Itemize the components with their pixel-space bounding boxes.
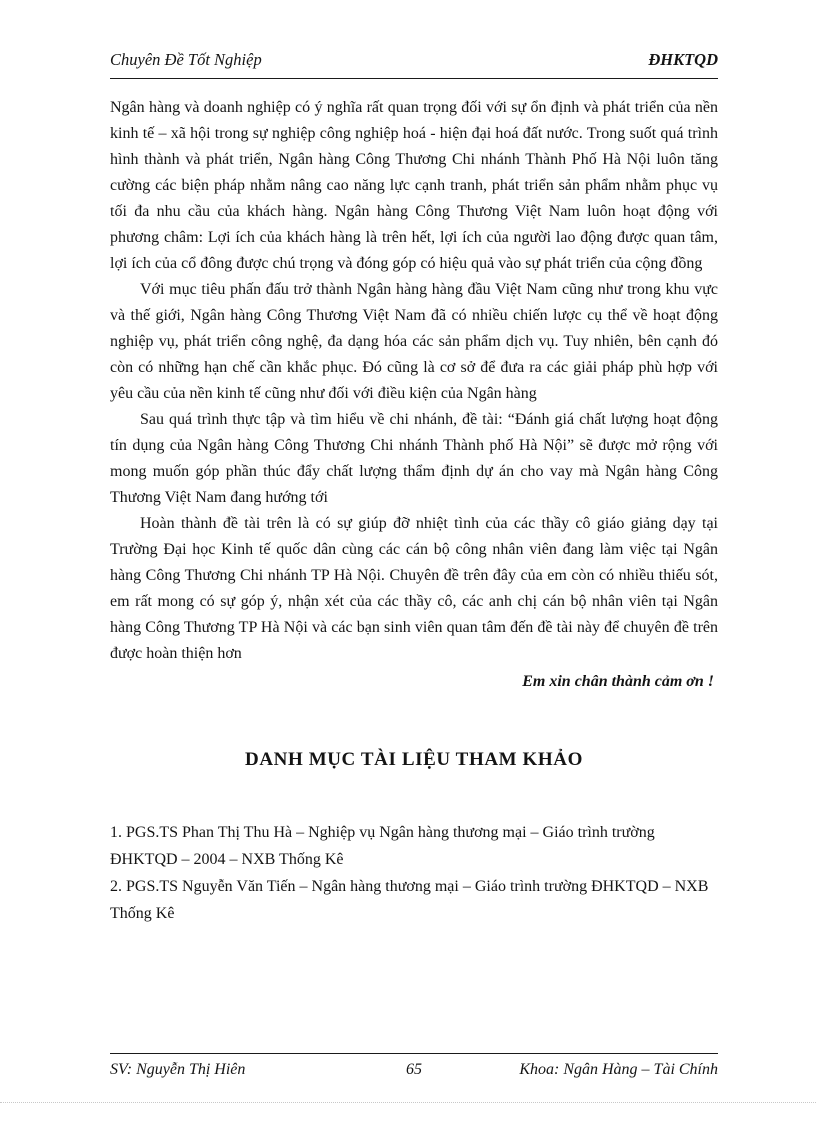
page-bottom-edge	[0, 1102, 816, 1103]
paragraph: Với mục tiêu phấn đấu trở thành Ngân hàng hàng đầu Việt Nam cũng như trong khu vực và thế giới, Ngân hàng Công Thương Việt Nam đã có nhiều chiến lược cụ thể về hoạt động nghiệp vụ, phát triển công nghệ, đa dạng hóa các sản phẩm dịch vụ. Tuy nhiên, bên cạnh đó còn có những hạn chế cần khắc phục. Đó cũng là cơ sở để đưa ra các giải pháp phù hợp với yêu cầu của nền kinh tế cũng như đối với điều kiện của Ngân hàng	[110, 281, 718, 402]
footer-page-number: 65	[406, 1061, 422, 1078]
references-section-title: DANH MỤC TÀI LIỆU THAM KHẢO	[245, 749, 583, 770]
paragraph: Ngân hàng và doanh nghiệp có ý nghĩa rất quan trọng đối với sự ổn định và phát triển của nền kinh tế – xã hội trong sự nghiệp công nghiệp hoá - hiện đại hoá đất nước. Trong suốt quá trình hình thành và phát triển, Ngân hàng Công Thương Chi nhánh Thành Phố Hà Nội luôn tăng cường các biện pháp nhằm nâng cao năng lực cạnh tranh, phát triển sản phẩm nhằm phục vụ tối đa nhu cầu của khách hàng. Ngân hàng Công Thương Việt Nam luôn hoạt động với phương châm: Lợi ích của khách hàng là trên hết, lợi ích của người lao động được quan tâm, lợi ích của cổ đông được chú trọng và đóng góp có hiệu quả vào sự phát triển của cộng đồng	[110, 99, 718, 272]
paragraph: Sau quá trình thực tập và tìm hiểu về chi nhánh, đề tài: “Đánh giá chất lượng hoạt động tín dụng của Ngân hàng Công Thương Chi nhánh Thành phố Hà Nội” sẽ được mở rộng với mong muốn góp phần thúc đẩy chất lượng thẩm định dự án cho vay mà Ngân hàng Công Thương Việt Nam đang hướng tới	[110, 411, 718, 506]
document-body	[110, 95, 718, 927]
page-header	[110, 50, 718, 79]
references-list	[110, 819, 718, 927]
closing-thanks-line: Em xin chân thành cảm ơn !	[522, 673, 714, 690]
footer-faculty-name: Khoa: Ngân Hàng – Tài Chính	[519, 1061, 718, 1078]
reference-item: 2. PGS.TS Nguyễn Văn Tiến – Ngân hàng thương mại – Giáo trình trường ĐHKTQD – NXB Thống Kê	[110, 878, 709, 922]
page-footer	[110, 1053, 718, 1079]
paragraph: Hoàn thành đề tài trên là có sự giúp đỡ nhiệt tình của các thầy cô giáo giảng dạy tại Trường Đại học Kinh tế quốc dân cùng các cán bộ công nhân viên đang làm việc tại Ngân hàng Công Thương Chi nhánh TP Hà Nội. Chuyên đề trên đây của em còn có nhiều thiếu sót, em rất mong có sự góp ý, nhận xét của các thầy cô, các anh chị cán bộ nhân viên tại Ngân hàng Công Thương TP Hà Nội và các bạn sinh viên quan tâm đến đề tài này để chuyên đề trên được hoàn thiện hơn	[110, 515, 718, 662]
reference-item: 1. PGS.TS Phan Thị Thu Hà – Nghiệp vụ Ngân hàng thương mại – Giáo trình trường ĐHKTQD – 2004 – NXB Thống Kê	[110, 824, 655, 868]
header-document-title: Chuyên Đề Tốt Nghiệp	[110, 50, 262, 69]
header-school-abbreviation: ĐHKTQD	[648, 50, 718, 69]
footer-student-name: SV: Nguyễn Thị Hiên	[110, 1061, 246, 1078]
